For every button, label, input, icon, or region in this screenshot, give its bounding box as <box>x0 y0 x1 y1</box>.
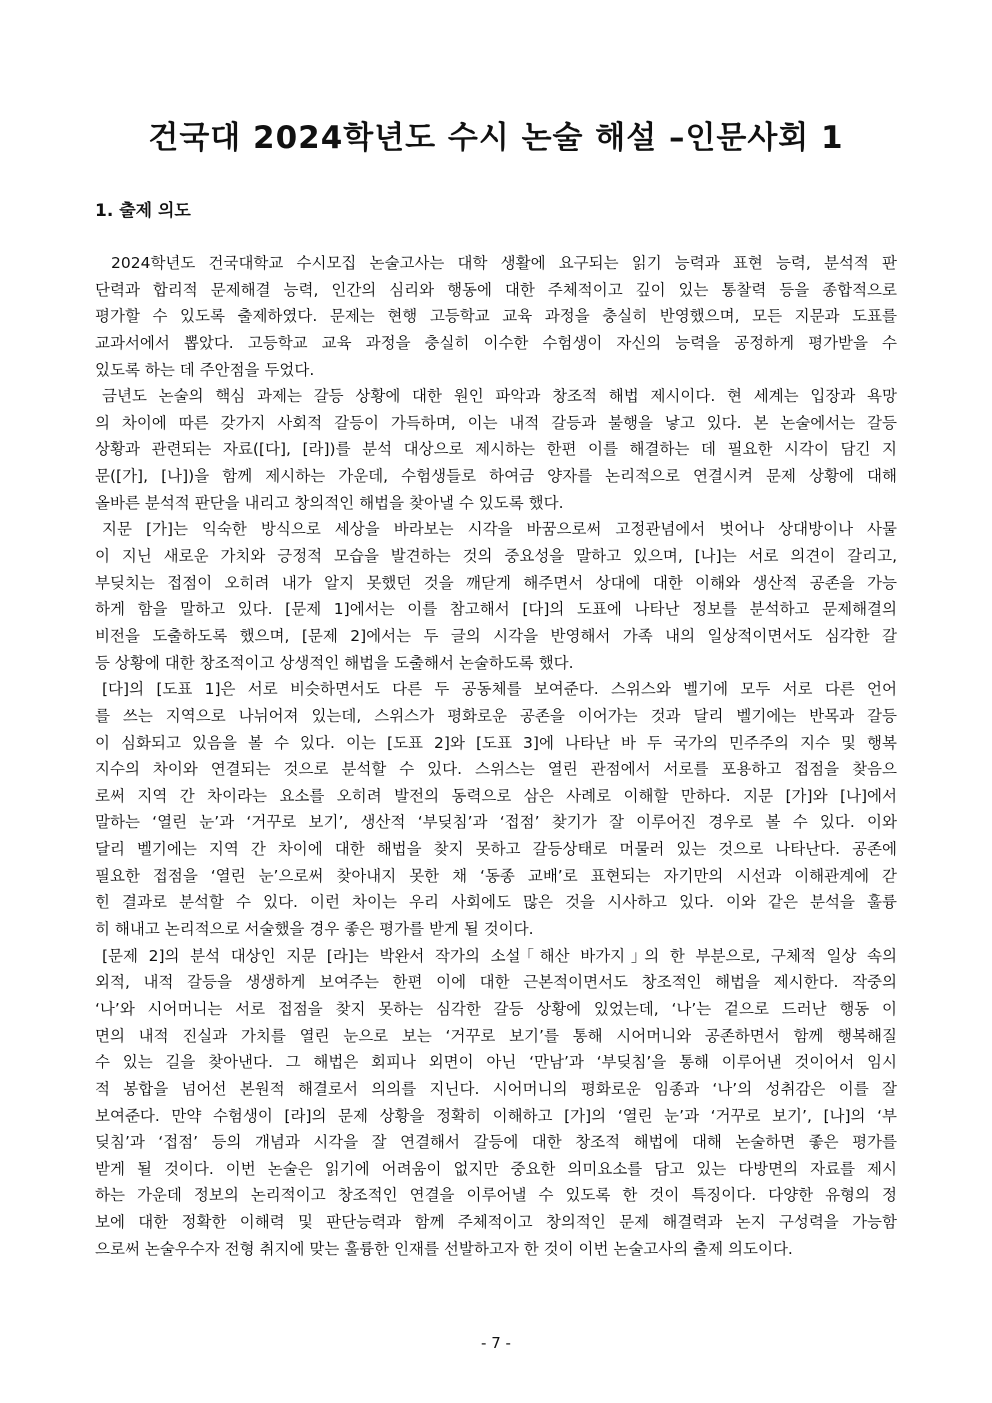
text-line: 를 쓰는 지역으로 나뉘어져 있는데, 스위스가 평화로운 공존을 이어가는 것과 달리 벨기에는 반목과 갈등 <box>95 706 897 725</box>
text-line: 2024학년도 건국대학교 수시모집 논술고사는 대학 생활에 요구되는 읽기 능력과 표현 능력, 분석적 판 <box>111 254 897 272</box>
text-line: 교과서에서 뽑았다. 고등학교 교육 과정을 충실히 이수한 수험생이 자신의 능력을 공정하게 평가받을 수 <box>95 333 897 352</box>
page-number: - 7 - <box>481 1334 511 1352</box>
paragraph <box>95 676 897 942</box>
text-line: 히 해내고 논리적으로 서술했을 경우 좋은 평가를 받게 될 것이다. <box>95 920 534 939</box>
text-line: 금년도 논술의 핵심 과제는 갈등 상황에 대한 원인 파악과 창조적 해법 제시이다. 현 세계는 입장과 욕망 <box>102 387 897 406</box>
paragraph <box>95 383 897 516</box>
text-line: 의 차이에 따른 갖가지 사회적 갈등이 가득하며, 이는 내적 갈등과 불행을 낳고 있다. 본 논술에서는 갈등 <box>95 413 897 432</box>
text-line: 상황과 관련되는 자료([다], [라])를 분석 대상으로 제시하는 한편 이를 해결하는 데 필요한 시각이 담긴 지 <box>95 440 897 459</box>
text-line: 보여준다. 만약 수험생이 [라]의 문제 상황을 정확히 이해하고 [가]의 ‘열린 눈’과 ‘거꾸로 보기’, [나]의 ‘부 <box>95 1106 897 1125</box>
document-body <box>95 250 897 1262</box>
text-line: 필요한 접점을 ‘열린 눈’으로써 찾아내지 못한 채 ‘동종 교배’로 표현되는 자기만의 시선과 이해관계에 갇 <box>95 866 897 885</box>
text-line: 힌 결과로 분석할 수 있다. 이런 차이는 우리 사회에도 많은 것을 시사하고 있다. 이와 같은 분석을 훌륭 <box>95 893 897 912</box>
text-line: ‘나’와 시어머니는 서로 접점을 찾지 못하는 심각한 갈등 상황에 있었는데, ‘나’는 겉으로 드러난 행동 이 <box>95 999 897 1018</box>
text-line: 딪침’과 ‘접점’ 등의 개념과 시각을 잘 연결해서 갈등에 대한 창조적 해법에 대해 논술하면 좋은 평가를 <box>95 1133 897 1152</box>
text-line: 으로써 논술우수자 전형 취지에 맞는 훌륭한 인재를 선발하고자 한 것이 이번 논술고사의 출제 의도이다. <box>95 1239 793 1258</box>
text-line: 지수의 차이와 연결되는 것으로 분석할 수 있다. 스위스는 열린 관점에서 서로를 포용하고 접점을 찾음으 <box>95 760 897 779</box>
text-line: 면의 내적 진실과 가치를 열린 눈으로 보는 ‘거꾸로 보기’를 통해 시어머니와 공존하면서 함께 행복해질 <box>95 1026 897 1045</box>
text-line: 등 상황에 대한 창조적이고 상생적인 해법을 도출해서 논술하도록 했다. <box>95 653 574 672</box>
text-line: 단력과 합리적 문제해결 능력, 인간의 심리와 행동에 대한 주체적이고 깊이 있는 통찰력 등을 종합적으로 <box>95 280 897 299</box>
text-line: 지문 [가]는 익숙한 방식으로 세상을 바라보는 시각을 바꿈으로써 고정관념에서 벗어나 상대방이나 사물 <box>102 520 897 539</box>
text-line: 올바른 분석적 판단을 내리고 창의적인 해법을 찾아낼 수 있도록 했다. <box>95 493 564 512</box>
text-line: 평가할 수 있도록 출제하였다. 문제는 현행 고등학교 교육 과정을 충실히 반영했으며, 모든 지문과 도표를 <box>95 307 897 326</box>
text-line: 말하는 ‘열린 눈’과 ‘거꾸로 보기’, 생산적 ‘부딪침’과 ‘접점’ 찾기가 잘 이루어진 경우로 볼 수 있다. 이와 <box>95 813 897 832</box>
paragraph <box>95 943 897 1263</box>
text-line: [문제 2]의 분석 대상인 지문 [라]는 박완서 작가의 소설｢해산 바가지｣의 한 부분으로, 구체적 일상 속의 <box>102 946 897 965</box>
text-line: 있도록 하는 데 주안점을 두었다. <box>95 360 315 379</box>
paragraph <box>95 516 897 676</box>
section-heading: 1. 출제 의도 <box>95 201 191 221</box>
text-line: 수 있는 길을 찾아낸다. 그 해법은 회피나 외면이 아닌 ‘만남’과 ‘부딪침’을 통해 이루어낸 것이어서 임시 <box>95 1053 897 1072</box>
text-line: 외적, 내적 갈등을 생생하게 보여주는 한편 이에 대한 근본적이면서도 창조적인 해법을 제시한다. 작중의 <box>95 973 897 992</box>
paragraph <box>95 250 897 383</box>
text-line: 받게 될 것이다. 이번 논술은 읽기에 어려움이 없지만 중요한 의미요소를 담고 있는 다방면의 자료를 제시 <box>95 1159 897 1178</box>
text-line: 이 지닌 새로운 가치와 긍정적 모습을 발견하는 것의 중요성을 말하고 있으며, [나]는 서로 의견이 갈리고, <box>95 547 897 566</box>
text-line: 보에 대한 정확한 이해력 및 판단능력과 함께 주체적이고 창의적인 문제 해결력과 논지 구성력을 가능함 <box>95 1213 897 1232</box>
text-line: 비전을 도출하도록 했으며, [문제 2]에서는 두 글의 시각을 반영해서 가족 내의 일상적이면서도 심각한 갈 <box>95 626 897 645</box>
text-line: 이 심화되고 있음을 볼 수 있다. 이는 [도표 2]와 [도표 3]에 나타난 바 두 국가의 민주주의 지수 및 행복 <box>95 733 897 752</box>
text-line: 하게 함을 말하고 있다. [문제 1]에서는 이를 참고해서 [다]의 도표에 나타난 정보를 분석하고 문제해결의 <box>95 600 897 619</box>
text-line: 로써 지역 간 차이라는 요소를 오히려 발전의 동력으로 삼은 사례로 이해할 만하다. 지문 [가]와 [나]에서 <box>95 786 897 805</box>
document-title: 건국대 2024학년도 수시 논술 해설 –인문사회 1 <box>148 120 844 156</box>
text-line: 문([가], [나])을 함께 제시하는 가운데, 수험생들로 하여금 양자를 논리적으로 연결시켜 문제 상황에 대해 <box>95 467 897 486</box>
text-line: [다]의 [도표 1]은 서로 비슷하면서도 다른 두 공동체를 보여준다. 스위스와 벨기에 모두 서로 다른 언어 <box>102 680 897 699</box>
text-line: 적 봉합을 넘어선 본원적 해결로서 의의를 지닌다. 시어머니의 평화로운 임종과 ‘나’의 성취감은 이를 잘 <box>95 1079 897 1098</box>
text-line: 하는 가운데 정보의 논리적이고 창조적인 연결을 이루어낼 수 있도록 한 것이 특징이다. 다양한 유형의 정 <box>95 1186 897 1205</box>
text-line: 부딪치는 접점이 오히려 내가 알지 못했던 것을 깨닫게 해주면서 상대에 대한 이해와 생산적 공존을 가능 <box>95 573 897 592</box>
text-line: 달리 벨기에는 지역 간 차이에 대한 해법을 찾지 못하고 갈등상태로 머물러 있는 것으로 나타난다. 공존에 <box>95 840 897 859</box>
